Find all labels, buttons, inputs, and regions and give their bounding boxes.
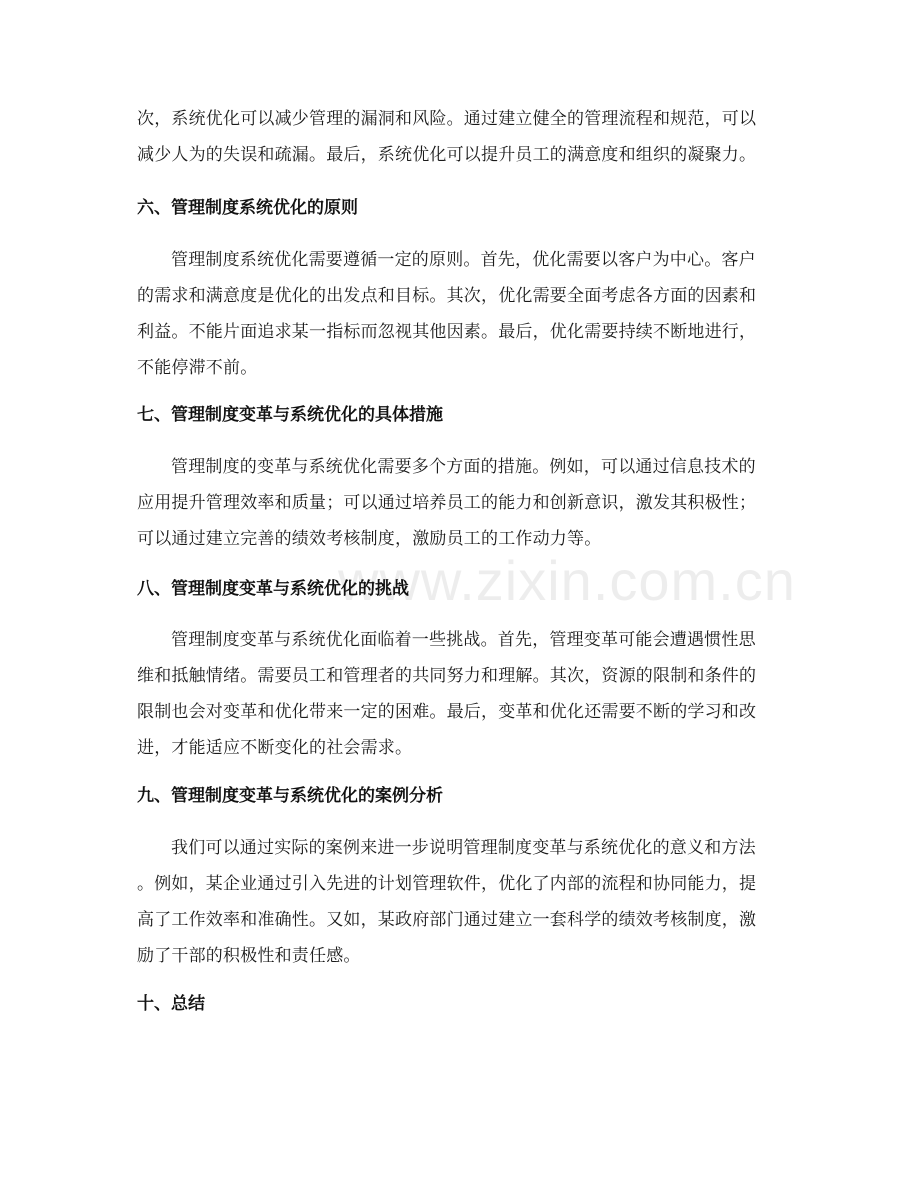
paragraph-line: 减少人为的失误和疏漏。最后，系统优化可以提升员工的满意度和组织的凝聚力。 [137, 145, 757, 165]
paragraph-line: 应用提升管理效率和质量；可以通过培养员工的能力和创新意识，激发其积极性； [137, 493, 757, 513]
section-paragraph-6 [137, 242, 787, 386]
intro-paragraph [137, 101, 787, 173]
section-heading-6: 六、管理制度系统优化的原则 [137, 198, 358, 218]
paragraph-line: 进，才能适应不断变化的社会需求。 [137, 738, 413, 758]
paragraph-line: 高了工作效率和准确性。又如，某政府部门通过建立一套科学的绩效考核制度，激 [137, 910, 757, 930]
section-heading-7: 七、管理制度变革与系统优化的具体措施 [137, 405, 443, 425]
section-heading-9: 九、管理制度变革与系统优化的案例分析 [137, 786, 443, 806]
paragraph-line: 可以通过建立完善的绩效考核制度，激励员工的工作动力等。 [137, 529, 602, 549]
paragraph-line: 管理制度的变革与系统优化需要多个方面的措施。例如，可以通过信息技术的 [171, 457, 756, 477]
paragraph-line: 。例如，某企业通过引入先进的计划管理软件，优化了内部的流程和协同能力，提 [137, 874, 757, 894]
paragraph-line: 我们可以通过实际的案例来进一步说明管理制度变革与系统优化的意义和方法 [171, 838, 756, 858]
paragraph-line: 不能停滞不前。 [137, 358, 258, 378]
section-heading-8: 八、管理制度变革与系统优化的挑战 [137, 579, 409, 599]
watermark: www.zixin.com.cn [338, 549, 796, 612]
paragraph-line: 的需求和满意度是优化的出发点和目标。其次，优化需要全面考虑各方面的因素和 [137, 286, 757, 306]
paragraph-line: 限制也会对变革和优化带来一定的困难。最后，变革和优化还需要不断的学习和改 [137, 702, 757, 722]
paragraph-line: 励了干部的积极性和责任感。 [137, 946, 361, 966]
paragraph-line: 管理制度系统优化需要遵循一定的原则。首先，优化需要以客户为中心。客户 [171, 250, 756, 270]
section-heading-10: 十、总结 [137, 994, 205, 1014]
paragraph-line: 维和抵触情绪。需要员工和管理者的共同努力和理解。其次，资源的限制和条件的 [137, 666, 757, 686]
paragraph-line: 次，系统优化可以减少管理的漏洞和风险。通过建立健全的管理流程和规范，可以 [137, 109, 757, 129]
paragraph-line: 利益。不能片面追求某一指标而忽视其他因素。最后，优化需要持续不断地进行， [137, 322, 757, 342]
section-paragraph-7 [137, 449, 787, 557]
paragraph-line: 管理制度变革与系统优化面临着一些挑战。首先，管理变革可能会遭遇惯性思 [171, 630, 756, 650]
section-paragraph-9 [137, 830, 787, 974]
section-paragraph-8 [137, 622, 787, 766]
